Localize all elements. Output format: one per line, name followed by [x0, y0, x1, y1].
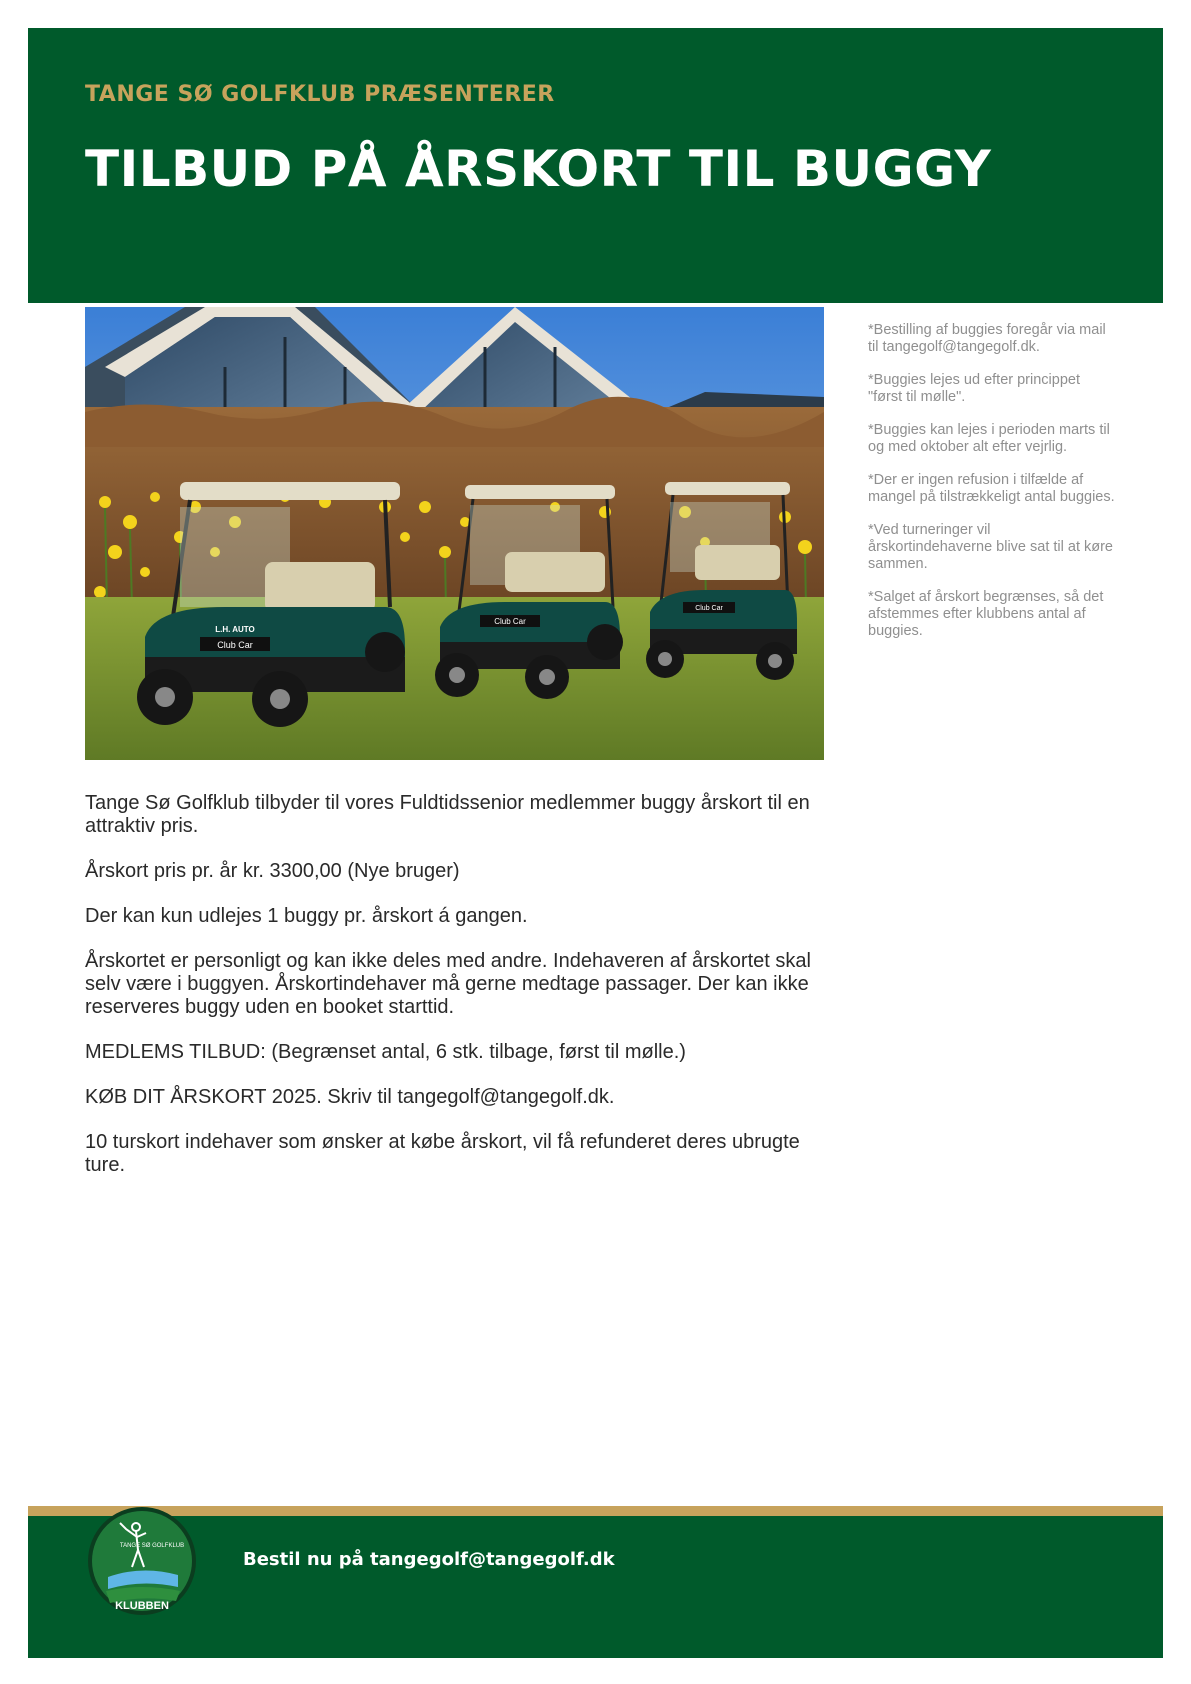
- side-notes: [868, 322, 1118, 656]
- header-eyebrow: TANGE SØ GOLFKLUB PRÆSENTERER: [85, 82, 555, 107]
- footer-banner: [28, 1516, 1163, 1658]
- cart-1-badge: Club Car: [217, 640, 253, 650]
- golf-carts-illustration: [85, 307, 824, 760]
- note-item: *Der er ingen refusion i tilfælde af mangel på tilstrækkeligt antal buggies.: [868, 472, 1115, 505]
- body-paragraph-refund: 10 turskort indehaver som ønsker at købe årskort, vil få refunderet deres ubrugte ture.: [85, 1131, 800, 1176]
- note-item: *Buggies lejes ud efter princippet "først til mølle".: [868, 372, 1080, 405]
- body-paragraph-limit: Der kan kun udlejes 1 buggy pr. årskort á gangen.: [85, 905, 528, 927]
- logo-text-bottom: KLUBBEN: [115, 1600, 169, 1612]
- hero-photo-golf-carts: [85, 307, 824, 760]
- note-item: *Buggies kan lejes i perioden marts til og med oktober alt efter vejrlig.: [868, 422, 1110, 455]
- logo-text-top: TANGE SØ GOLFKLUB: [119, 1543, 185, 1549]
- header-banner: [28, 28, 1163, 303]
- body-paragraph-terms: Årskortet er personligt og kan ikke deles med andre. Indehaveren af årskortet skal selv være i buggyen. Årskortindehaver må gerne medtage passager. Der kan ikke reserveres buggy uden en booket starttid.: [85, 950, 811, 1018]
- club-logo: [86, 1505, 198, 1617]
- offer-body: [85, 792, 830, 1199]
- cart-1-brand: L.H. AUTO: [215, 625, 255, 634]
- body-paragraph-price: Årskort pris pr. år kr. 3300,00 (Nye bruger): [85, 860, 460, 882]
- page-title: TILBUD PÅ ÅRSKORT TIL BUGGY: [85, 140, 992, 198]
- cart-3-badge: Club Car: [695, 605, 723, 612]
- note-item: *Ved turneringer vil årskortindehaverne blive sat til at køre sammen.: [868, 522, 1113, 572]
- note-item: *Salget af årskort begrænses, så det afstemmes efter klubbens antal af buggies.: [868, 589, 1104, 639]
- cart-2-badge: Club Car: [494, 617, 526, 626]
- order-cta-text: Bestil nu på tangegolf@tangegolf.dk: [243, 1549, 615, 1570]
- note-item: *Bestilling af buggies foregår via mail til tangegolf@tangegolf.dk.: [868, 322, 1106, 355]
- body-paragraph-member-offer: MEDLEMS TILBUD: (Begrænset antal, 6 stk. tilbage, først til mølle.): [85, 1041, 686, 1063]
- body-paragraph-intro: Tange Sø Golfklub tilbyder til vores Fuldtidssenior medlemmer buggy årskort til en attraktiv pris.: [85, 792, 810, 837]
- body-paragraph-buy: KØB DIT ÅRSKORT 2025. Skriv til tangegolf@tangegolf.dk.: [85, 1086, 615, 1108]
- footer-gold-rule: [28, 1506, 1163, 1516]
